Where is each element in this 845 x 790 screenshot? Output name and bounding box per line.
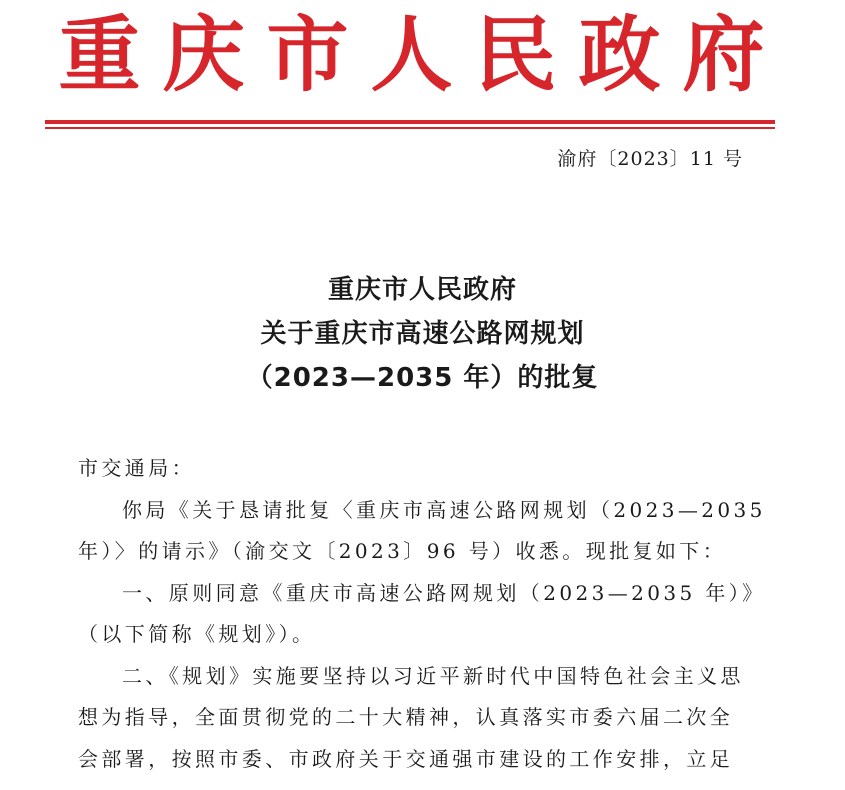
- addressee: 市交通局：: [78, 456, 195, 480]
- title-line-2: 关于重庆市高速公路网规划: [260, 319, 585, 349]
- title-line-1: 重庆市人民政府: [327, 275, 517, 305]
- header-divider-thin: [45, 127, 775, 129]
- paragraph-3-line-3: 会部署，按照市委、市政府关于交通强市建设的工作安排，立足: [78, 746, 734, 771]
- document-body: [78, 448, 766, 780]
- paragraph-1-line-1: 你局《关于恳请批复〈重庆市高速公路网规划（2023—2035: [122, 497, 766, 522]
- paragraph-1-line-2: 年）〉的请示》（渝交文〔2023〕96 号）收悉。现批复如下：: [78, 539, 727, 563]
- document-number: 渝府〔2023〕11 号: [557, 148, 743, 170]
- paragraph-2-line-2: （以下简称《规划》）。: [78, 622, 316, 646]
- title-line-3: （2023—2035 年）的批复: [246, 363, 599, 393]
- paragraph-3-line-2: 想为指导，全面贯彻党的二十大精神，认真落实市委六届二次全: [78, 705, 734, 729]
- header-divider-thick: [45, 120, 775, 124]
- issuer-masthead: 重庆市人民政府: [58, 8, 787, 103]
- paragraph-3-line-1: 二、《规划》实施要坚持以习近平新时代中国特色社会主义思: [122, 663, 744, 688]
- document-title: [0, 268, 845, 400]
- paragraph-2-line-1: 一、原则同意《重庆市高速公路网规划（2023—2035 年）》: [122, 580, 766, 605]
